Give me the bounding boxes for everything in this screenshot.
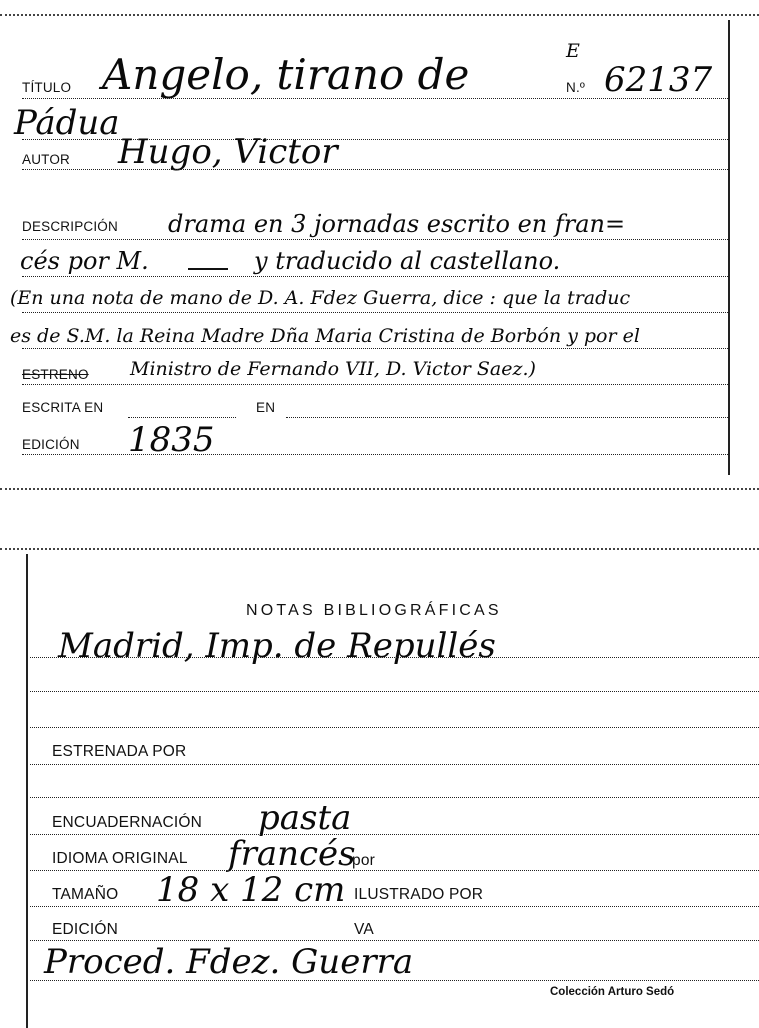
catalog-card-bottom <box>0 540 759 1028</box>
value-procedencia: Proced. Fdez. Guerra <box>44 942 414 982</box>
rule-en <box>286 417 728 418</box>
card-top-edge <box>0 548 759 550</box>
value-idioma-original: francés <box>228 834 356 874</box>
label-autor: AUTOR <box>22 152 71 167</box>
value-descripcion-line2: cés por M. <box>20 247 149 275</box>
rule-idioma <box>30 870 759 871</box>
label-por: por <box>352 852 376 869</box>
rule-estrenada-por <box>30 764 759 765</box>
label-escrita-en: ESCRITA EN <box>22 400 104 415</box>
value-notas-line1: Madrid, Imp. de Repullés <box>58 626 496 666</box>
heading-notas-bibliograficas: NOTAS BIBLIOGRÁFICAS <box>246 602 502 619</box>
label-numero: N.º <box>566 80 586 95</box>
label-estreno: ESTRENO <box>22 367 89 382</box>
value-edicion: 1835 <box>128 420 215 460</box>
label-va: VA <box>354 921 374 938</box>
collection-footer: Colección Arturo Sedó <box>550 986 675 998</box>
value-encuadernacion: pasta <box>258 798 352 838</box>
value-titulo-line2: Pádua <box>14 103 120 143</box>
rule-notas-2 <box>30 691 759 692</box>
label-encuadernacion: ENCUADERNACIÓN <box>52 814 203 831</box>
label-estrenada-por: ESTRENADA POR <box>52 743 187 760</box>
label-descripcion: DESCRIPCIÓN <box>22 219 118 234</box>
value-tamano: 18 x 12 cm <box>156 870 346 910</box>
value-numero: 62137 <box>604 60 713 100</box>
label-en: EN <box>256 400 276 415</box>
rule-edicion <box>22 454 728 455</box>
rule-blank <box>30 797 759 798</box>
label-ilustrado-por: ILUSTRADO POR <box>354 886 484 903</box>
rule-estreno <box>22 384 728 385</box>
rule-descripcion-2 <box>22 276 728 277</box>
value-titulo-line1: Angelo, tirano de <box>102 50 470 99</box>
rule-descripcion-3 <box>22 312 728 313</box>
value-descripcion-line2b: y traducido al castellano. <box>254 247 561 275</box>
label-edicion: EDICIÓN <box>52 921 118 938</box>
rule-escrita-en <box>128 417 236 418</box>
label-titulo: TÍTULO <box>22 80 72 95</box>
rule-descripcion-1 <box>22 239 728 240</box>
card-left-border <box>26 554 28 1028</box>
label-idioma-original: IDIOMA ORIGINAL <box>52 850 188 867</box>
rule-procedencia <box>30 980 759 981</box>
value-descripcion-line1: drama en 3 jornadas escrito en fran= <box>168 210 626 238</box>
value-autor: Hugo, Victor <box>118 132 338 172</box>
rule-tamano <box>30 906 759 907</box>
rule-edicion-2 <box>30 940 759 941</box>
paper-blot <box>380 912 450 940</box>
value-descripcion-line3: (En una nota de mano de D. A. Fdez Guerra, dice : que la traduc <box>10 287 631 309</box>
value-numero-prefix: E <box>566 40 580 62</box>
value-descripcion-line4: es de S.M. la Reina Madre Dña Maria Cristina de Borbón y por el <box>10 325 640 347</box>
rule-descripcion-4 <box>22 348 728 349</box>
label-edicion: EDICIÓN <box>22 437 80 452</box>
rule-autor <box>22 169 728 170</box>
label-tamano: TAMAÑO <box>52 886 119 903</box>
rule-notas-1 <box>30 657 759 658</box>
card-top-edge <box>0 14 759 16</box>
card-right-border <box>728 20 730 475</box>
rule-notas-3 <box>30 727 759 728</box>
catalog-card-top <box>0 0 759 490</box>
rule-encuadernacion <box>30 834 759 835</box>
card-bottom-edge <box>0 488 759 490</box>
value-descripcion-line5: Ministro de Fernando VII, D. Victor Saez.) <box>130 358 536 380</box>
blank-dash <box>188 268 228 270</box>
